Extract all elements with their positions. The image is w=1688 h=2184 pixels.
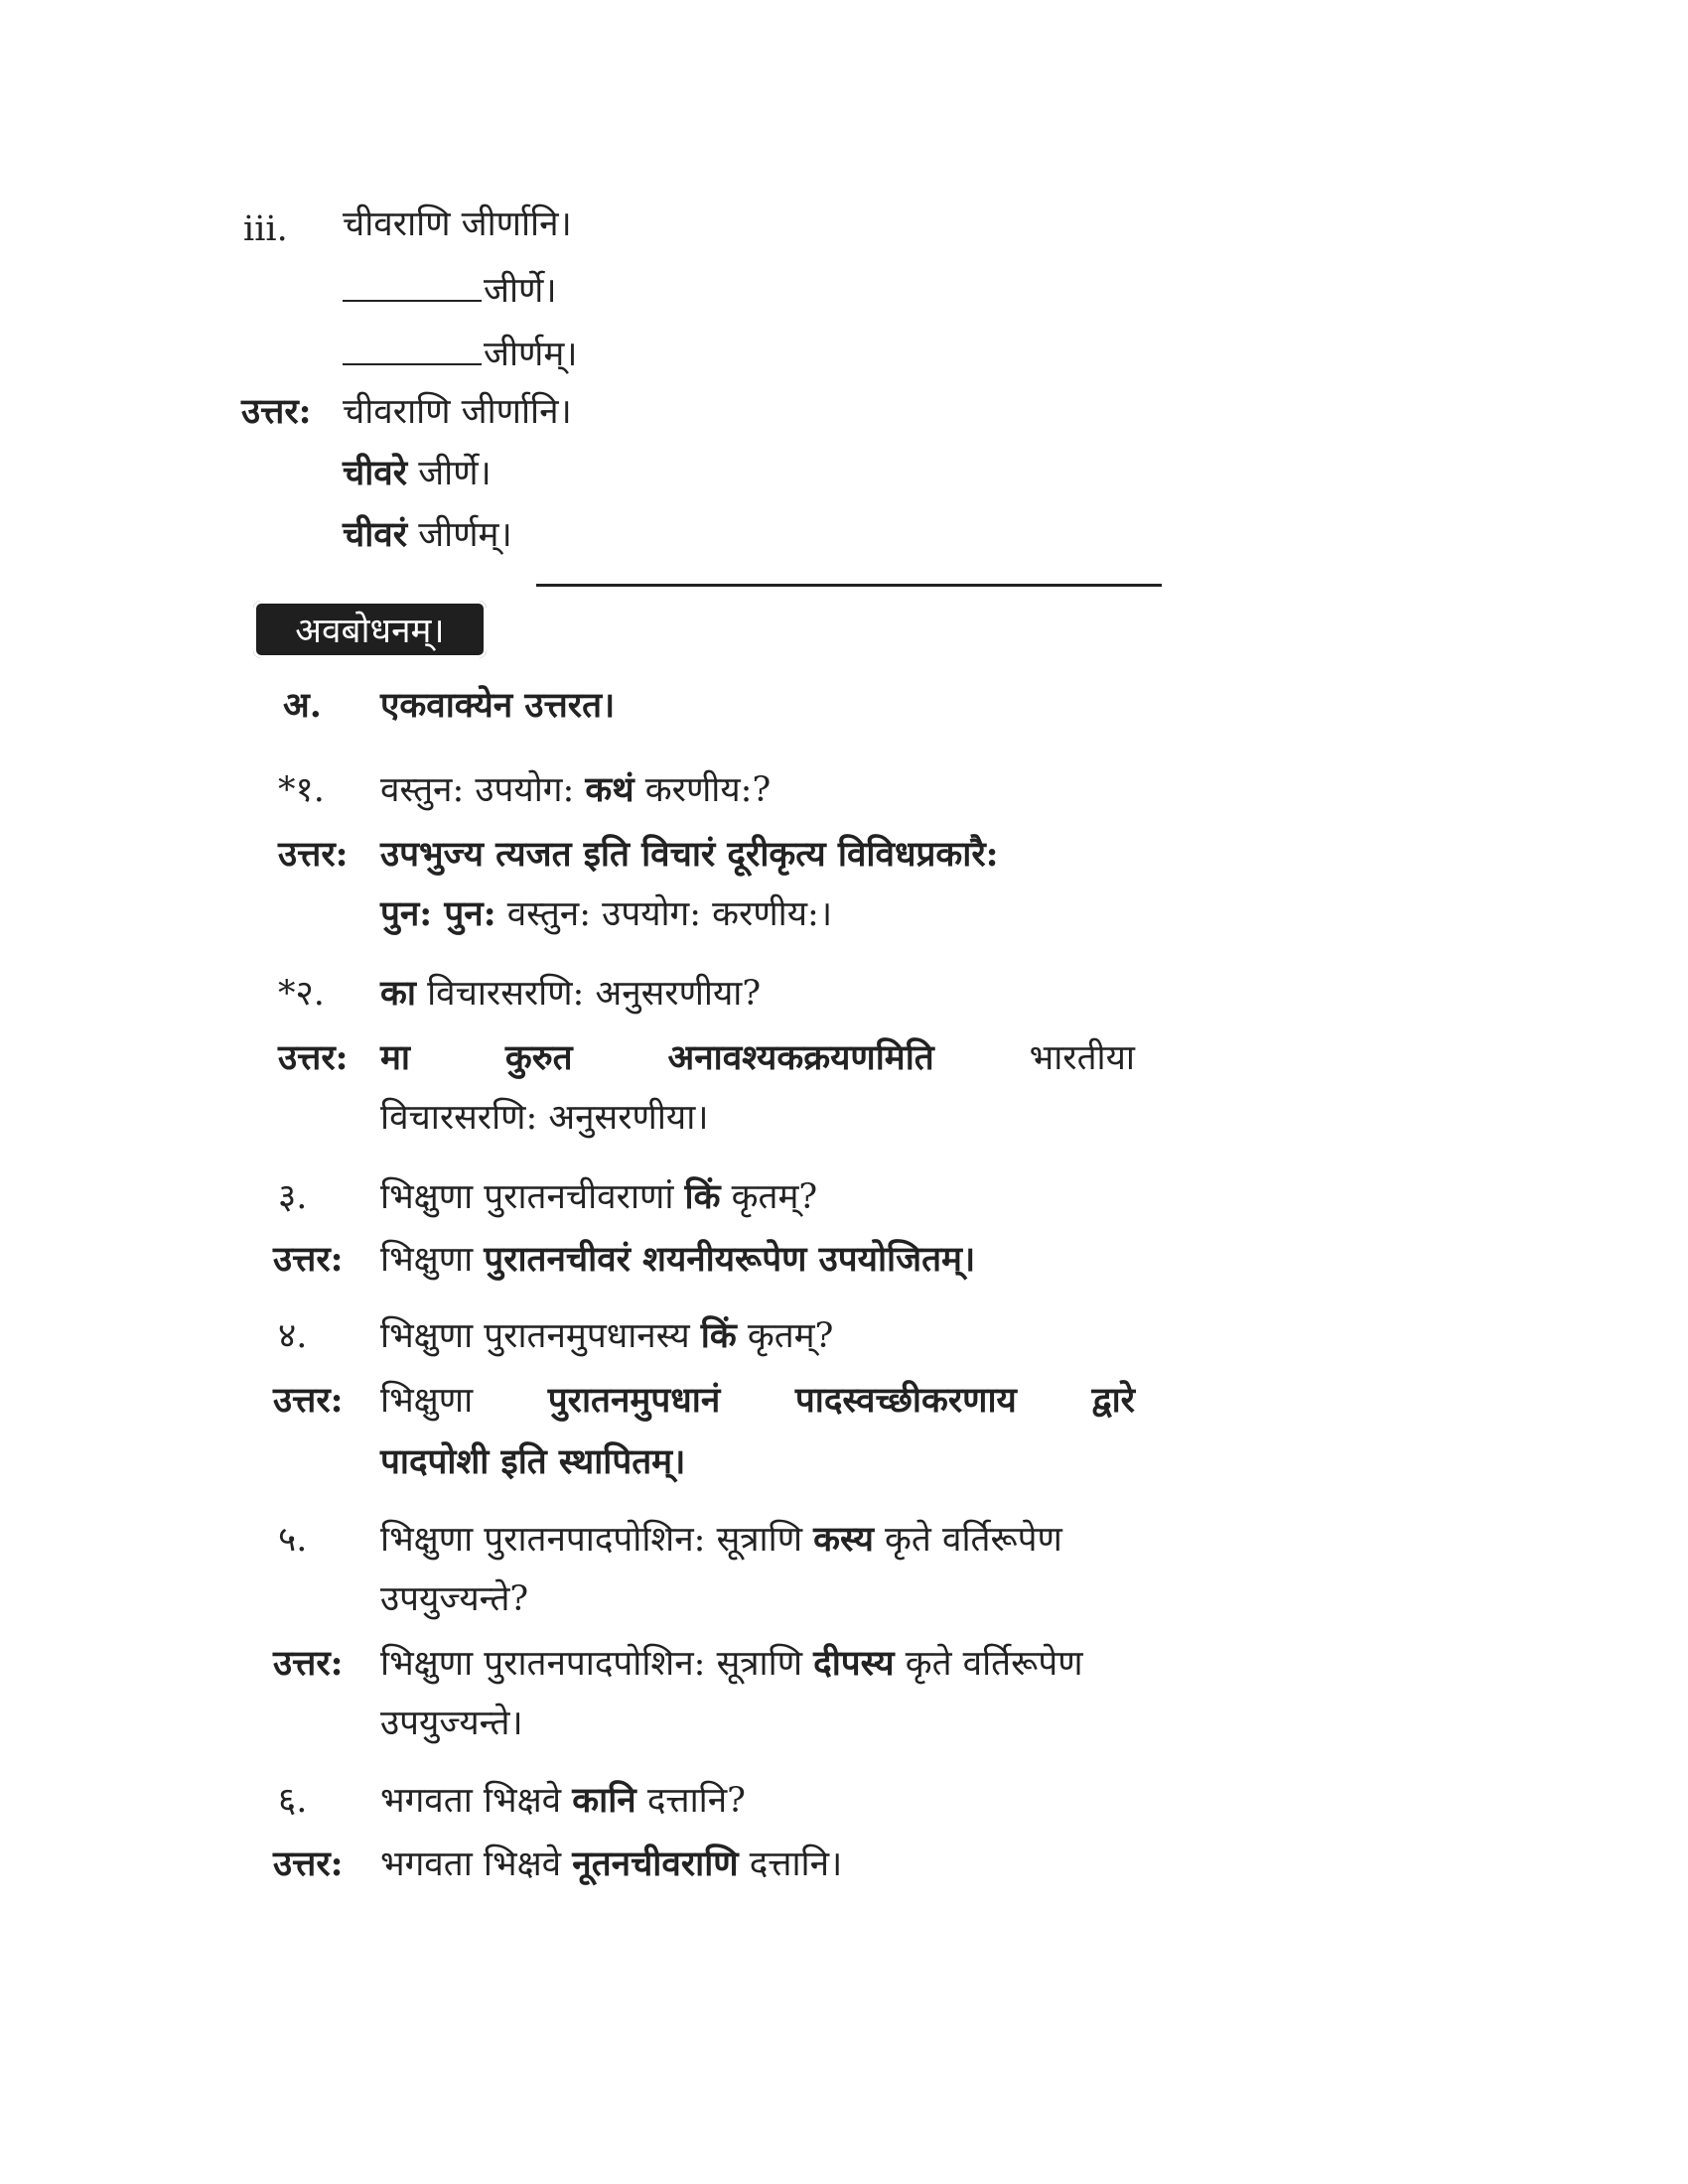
question-text [380, 769, 771, 811]
answer-line: उपभुज्य त्यजत इति विचारं दूरीकृत्य विविधप्रकारै: [380, 834, 999, 875]
answer-word: भिक्षुणा [380, 1381, 474, 1421]
answer-line [343, 514, 512, 556]
answer-line [380, 1239, 975, 1281]
answer-label: उत्तर: [273, 1843, 344, 1884]
answer-word: अनावश्यकक्रयणमिति [667, 1037, 934, 1078]
question-text [380, 973, 761, 1015]
answer-bold: नूतनचीवराणि [572, 1843, 739, 1884]
answer-text: कृते वर्तिरूपेण [894, 1644, 1083, 1684]
answer-bold: चीवरं [343, 514, 408, 555]
q-text: कृते वर्तिरूपेण [873, 1520, 1062, 1560]
answer-line: चीवराणि जीर्णानि। [343, 392, 572, 432]
exercise-line [343, 330, 578, 375]
question-number: ५. [278, 1520, 308, 1560]
fill-blank [343, 330, 482, 365]
answer-bold: दीपस्य [813, 1643, 895, 1684]
exercise-line [343, 266, 557, 312]
answer-line [343, 453, 492, 494]
question-text [380, 1315, 833, 1357]
answer-label: उत्तर: [278, 834, 349, 875]
q-text: विचारसरणि: अनुसरणीया? [415, 974, 762, 1014]
answer-line [380, 1643, 1083, 1685]
answer-bold: पुरातनचीवरं शयनीयरूपेण उपयोजितम्। [484, 1239, 976, 1280]
question-number: *२. [278, 974, 325, 1014]
answer-line [380, 1843, 842, 1885]
answer-label: उत्तर: [273, 1380, 344, 1421]
answer-word: द्वारे [1091, 1380, 1135, 1421]
answer-text: दत्तानि। [738, 1844, 843, 1884]
answer-text: जीर्णम्। [407, 515, 512, 555]
q-text: करणीय:? [633, 770, 772, 810]
sub-section-label: अ. [283, 685, 322, 726]
answer-word: भारतीया [1029, 1038, 1135, 1078]
answer-word: पुरातनमुपधानं [547, 1380, 721, 1421]
answer-bold: चीवरे [343, 453, 408, 493]
section-heading-text: अवबोधनम्। [295, 611, 445, 651]
answer-label: उत्तर: [278, 1037, 349, 1078]
question-text [380, 1780, 746, 1822]
answer-line: विचारसरणि: अनुसरणीया। [380, 1098, 709, 1138]
exercise-line-text: जीर्णे। [484, 271, 557, 311]
q-text: कृतम्? [720, 1177, 818, 1217]
divider [536, 584, 1162, 587]
answer-label: उत्तर: [273, 1239, 344, 1280]
section-heading [253, 601, 487, 658]
question-text [380, 1176, 817, 1218]
answer-word: पादस्वच्छीकरणाय [794, 1380, 1017, 1421]
q-bold: कानि [572, 1780, 636, 1821]
answer-bold: पुन: पुन: [380, 893, 496, 934]
answer-line [380, 1037, 1135, 1079]
answer-line [380, 1380, 1135, 1422]
q-bold: कस्य [813, 1519, 874, 1560]
question-number: ३. [278, 1177, 308, 1217]
q-text: दत्तानि? [635, 1781, 746, 1821]
question-text [380, 1519, 1062, 1561]
answer-text: भगवता भिक्षवे [380, 1844, 573, 1884]
q-text: भिक्षुणा पुरातनपादपोशिन: सूत्राणि [380, 1520, 814, 1560]
answer-text: वस्तुन: उपयोग: करणीय:। [495, 894, 833, 934]
answer-text: भिक्षुणा पुरातनपादपोशिन: सूत्राणि [380, 1644, 814, 1684]
question-text-line2: उपयुज्यन्ते? [380, 1579, 529, 1619]
exercise-line: चीवराणि जीर्णानि। [343, 205, 572, 244]
answer-word: मा [380, 1037, 410, 1078]
q-text: भगवता भिक्षवे [380, 1781, 573, 1821]
answer-label: उत्तर: [241, 391, 312, 432]
fill-blank [343, 266, 482, 302]
answer-text: भिक्षुणा [380, 1240, 485, 1280]
question-number: ४. [278, 1316, 308, 1356]
q-text: कृतम्? [736, 1316, 834, 1356]
exercise-line-text: जीर्णम्। [484, 335, 578, 374]
sub-section-title: एकवाक्येन उत्तरत। [380, 685, 616, 726]
exercise-label: iii. [243, 209, 288, 249]
q-bold: किं [700, 1315, 737, 1356]
answer-line: उपयुज्यन्ते। [380, 1704, 523, 1743]
question-number: ६. [278, 1781, 308, 1821]
answer-label: उत्तर: [273, 1643, 344, 1684]
q-bold: का [380, 973, 416, 1014]
question-number: *१. [278, 770, 325, 810]
answer-line [380, 893, 832, 935]
q-bold: कथं [585, 769, 634, 810]
q-text: भिक्षुणा पुरातनमुपधानस्य [380, 1316, 701, 1356]
answer-word: कुरुत [504, 1037, 573, 1078]
q-text: वस्तुन: उपयोग: [380, 770, 586, 810]
answer-text: जीर्णे। [407, 454, 492, 493]
q-bold: किं [684, 1176, 721, 1217]
q-text: भिक्षुणा पुरातनचीवराणां [380, 1177, 685, 1217]
answer-line: पादपोशी इति स्थापितम्। [380, 1441, 686, 1482]
